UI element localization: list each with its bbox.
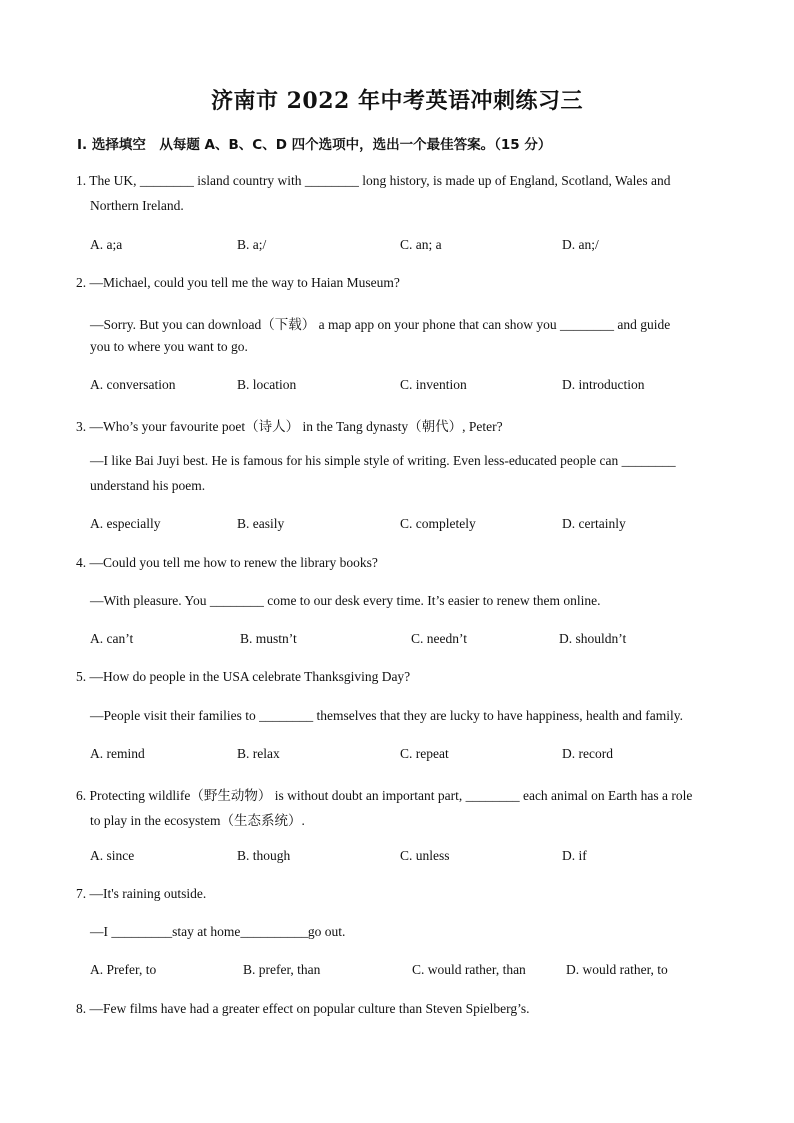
q7-stem-line1: 7. —It's raining outside.	[76, 886, 207, 901]
q1-option-c: C. an; a	[400, 237, 442, 252]
q1-option-d: D. an;/	[562, 237, 599, 252]
page-title: 济南市 2022 年中考英语冲刺练习三	[210, 88, 584, 114]
q7-option-d: D. would rather, to	[566, 962, 668, 977]
q6-option-a: A. since	[90, 848, 135, 863]
q2-option-c: C. invention	[400, 377, 467, 392]
q3-stem-line3: understand his poem.	[90, 478, 206, 493]
q5-stem-line2: —People visit their families to ________ themselves that they are lucky to have happiness, health and family.	[90, 708, 683, 723]
q7-option-c: C. would rather, than	[412, 962, 526, 977]
q2-option-d: D. introduction	[562, 377, 645, 392]
q6-option-c: C. unless	[400, 848, 450, 863]
q3-option-d: D. certainly	[562, 516, 626, 531]
q3-option-c: C. completely	[400, 516, 476, 531]
q6-option-b: B. though	[237, 848, 291, 863]
q2-stem-line3: you to where you want to go.	[90, 339, 248, 354]
q2-stem-line2: —Sorry. But you can download（下载） a map app on your phone that can show you ________ and guide	[90, 317, 671, 332]
q4-option-c: C. needn’t	[411, 631, 467, 646]
q5-option-a: A. remind	[90, 746, 145, 761]
q6-stem-line1: 6. Protecting wildlife（野生动物） is without doubt an important part, ________ each animal on Earth has a role	[76, 788, 693, 803]
q4-stem-line1: 4. —Could you tell me how to renew the library books?	[76, 555, 378, 570]
q5-option-c: C. repeat	[400, 746, 449, 761]
q4-option-d: D. shouldn’t	[559, 631, 627, 646]
q1-stem-line1: 1. The UK, ________ island country with ________ long history, is made up of England, Scotland, Wales and	[76, 173, 671, 188]
q8-stem-line1: 8. —Few films have had a greater effect on popular culture than Steven Spielberg’s.	[76, 1001, 530, 1016]
q6-stem-line2: to play in the ecosystem（生态系统）.	[90, 813, 305, 828]
q6-option-d: D. if	[562, 848, 587, 863]
q1-option-b: B. a;/	[237, 237, 267, 252]
q3-stem-line2: —I like Bai Juyi best. He is famous for his simple style of writing. Even less-educated people can ________	[90, 453, 676, 468]
q3-option-b: B. easily	[237, 516, 285, 531]
q4-option-a: A. can’t	[90, 631, 134, 646]
q2-option-b: B. location	[237, 377, 297, 392]
q1-option-a: A. a;a	[90, 237, 123, 252]
q7-option-a: A. Prefer, to	[90, 962, 157, 977]
q1-stem-line2: Northern Ireland.	[90, 198, 184, 213]
q3-stem-line1: 3. —Who’s your favourite poet（诗人） in the Tang dynasty（朝代）, Peter?	[76, 419, 503, 434]
q5-option-b: B. relax	[237, 746, 280, 761]
q2-stem-line1: 2. —Michael, could you tell me the way to Haian Museum?	[76, 275, 400, 290]
q4-stem-line2: —With pleasure. You ________ come to our desk every time. It’s easier to renew them online.	[90, 593, 601, 608]
q5-stem-line1: 5. —How do people in the USA celebrate Thanksgiving Day?	[76, 669, 411, 684]
q5-option-d: D. record	[562, 746, 613, 761]
q4-option-b: B. mustn’t	[240, 631, 297, 646]
q7-option-b: B. prefer, than	[243, 962, 321, 977]
q2-option-a: A. conversation	[90, 377, 176, 392]
q3-option-a: A. especially	[90, 516, 161, 531]
q7-stem-line2: —I _________stay at home__________go out.	[90, 924, 346, 939]
section-heading: I. 选择填空 从每题 A、B、C、D 四个选项中，选出一个最佳答案。（15 分）	[77, 137, 552, 153]
